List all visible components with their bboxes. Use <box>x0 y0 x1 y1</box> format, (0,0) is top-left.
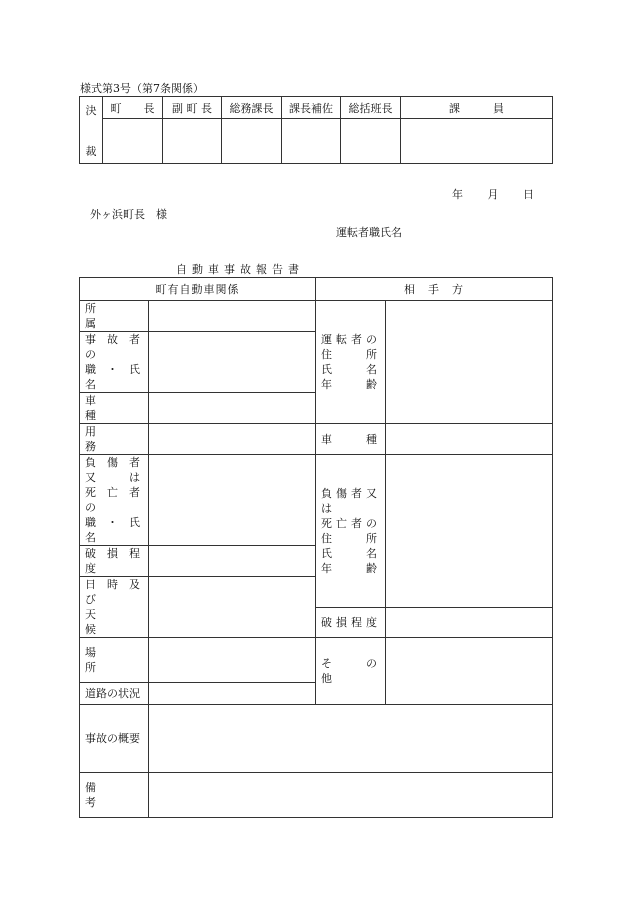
page-title: 自動車事故報告書 <box>176 263 304 276</box>
label-accident-person-line1: 事故者の <box>85 333 144 361</box>
approval-label-top: 決 <box>85 104 97 117</box>
label-purpose: 用 務 <box>80 424 149 455</box>
label-affiliation: 所 属 <box>80 301 149 332</box>
header-other-party: 相 手 方 <box>316 278 553 301</box>
approval-label <box>80 97 103 164</box>
label-other-injured-line4: 氏 名 <box>321 547 381 561</box>
approval-header-general-affairs-chief: 総務課長 <box>222 97 282 119</box>
field-injured-person[interactable] <box>149 455 316 546</box>
label-remarks: 備 考 <box>80 773 149 818</box>
field-datetime-weather[interactable] <box>149 577 316 638</box>
label-datetime-weather <box>80 577 149 638</box>
label-accident-person <box>80 332 149 393</box>
approval-table <box>79 96 553 164</box>
report-table <box>79 277 553 818</box>
field-damage[interactable] <box>149 546 316 577</box>
date-day-label: 日 <box>523 188 534 201</box>
field-other-injured[interactable] <box>386 455 553 608</box>
date-year-label: 年 <box>452 188 463 201</box>
field-road-condition[interactable] <box>149 683 316 705</box>
field-purpose[interactable] <box>149 424 316 455</box>
approval-stamp-group-leader[interactable] <box>341 119 401 164</box>
field-place[interactable] <box>149 638 316 683</box>
approval-header-deputy-mayor: 副 町 長 <box>163 97 222 119</box>
approval-stamp-staff[interactable] <box>401 119 553 164</box>
label-injured-person-line2: 死亡者の <box>85 486 144 514</box>
approval-header-assistant-chief: 課長補佐 <box>282 97 341 119</box>
label-datetime-weather-line1: 日時及び <box>85 578 144 606</box>
approval-label-bottom: 裁 <box>85 145 97 158</box>
label-other-injured-line3: 住 所 <box>321 532 381 546</box>
label-driver-info-line4: 年 齢 <box>321 378 381 391</box>
field-affiliation[interactable] <box>149 301 316 332</box>
approval-header-group-leader: 総括班長 <box>341 97 401 119</box>
addressee: 外ヶ浜町長 様 <box>90 208 167 221</box>
date-line <box>452 186 534 202</box>
date-month-label: 月 <box>487 188 499 201</box>
label-driver-info <box>316 301 386 424</box>
field-vehicle-type[interactable] <box>149 393 316 424</box>
label-accident-summary: 事故の概要 <box>80 705 149 773</box>
label-other-injured-line5: 年 齢 <box>321 562 381 576</box>
label-other-injured <box>316 455 386 608</box>
label-injured-person-line1: 負傷者又は <box>85 456 144 484</box>
label-injured-person <box>80 455 149 546</box>
label-injured-person-line3: 職・氏名 <box>85 516 144 544</box>
header-town-vehicle: 町有自動車関係 <box>80 278 316 301</box>
label-vehicle-type: 車 種 <box>80 393 149 424</box>
field-other-vehicle-type[interactable] <box>386 424 553 455</box>
approval-stamp-mayor[interactable] <box>103 119 163 164</box>
form-number-label: 様式第3号（第7条関係） <box>80 82 204 95</box>
approval-stamp-assistant-chief[interactable] <box>282 119 341 164</box>
reporter-label: 運転者職氏名 <box>336 226 402 239</box>
label-driver-info-line2: 住 所 <box>321 348 381 361</box>
label-accident-person-line2: 職・氏名 <box>85 363 144 391</box>
approval-stamp-deputy-mayor[interactable] <box>163 119 222 164</box>
label-place: 場 所 <box>80 638 149 683</box>
label-driver-info-line1: 運転者の <box>321 333 381 346</box>
label-driver-info-line3: 氏 名 <box>321 363 381 376</box>
approval-stamp-general-affairs-chief[interactable] <box>222 119 282 164</box>
label-other-injured-line1: 負傷者又は <box>321 487 381 516</box>
field-accident-summary[interactable] <box>149 705 553 773</box>
approval-header-mayor: 町 長 <box>103 97 163 119</box>
label-datetime-weather-line2: 天 候 <box>85 608 130 636</box>
label-damage: 破損程度 <box>80 546 149 577</box>
label-road-condition: 道路の状況 <box>80 683 149 705</box>
label-other: そ の 他 <box>316 638 386 705</box>
field-remarks[interactable] <box>149 773 553 818</box>
field-driver-info[interactable] <box>386 301 553 424</box>
approval-header-staff: 課 員 <box>401 97 553 119</box>
field-other-damage[interactable] <box>386 608 553 638</box>
label-other-injured-line2: 死亡者の <box>321 517 381 531</box>
label-other-vehicle-type: 車 種 <box>316 424 386 455</box>
field-other[interactable] <box>386 638 553 705</box>
label-other-damage: 破損程度 <box>316 608 386 638</box>
field-accident-person[interactable] <box>149 332 316 393</box>
